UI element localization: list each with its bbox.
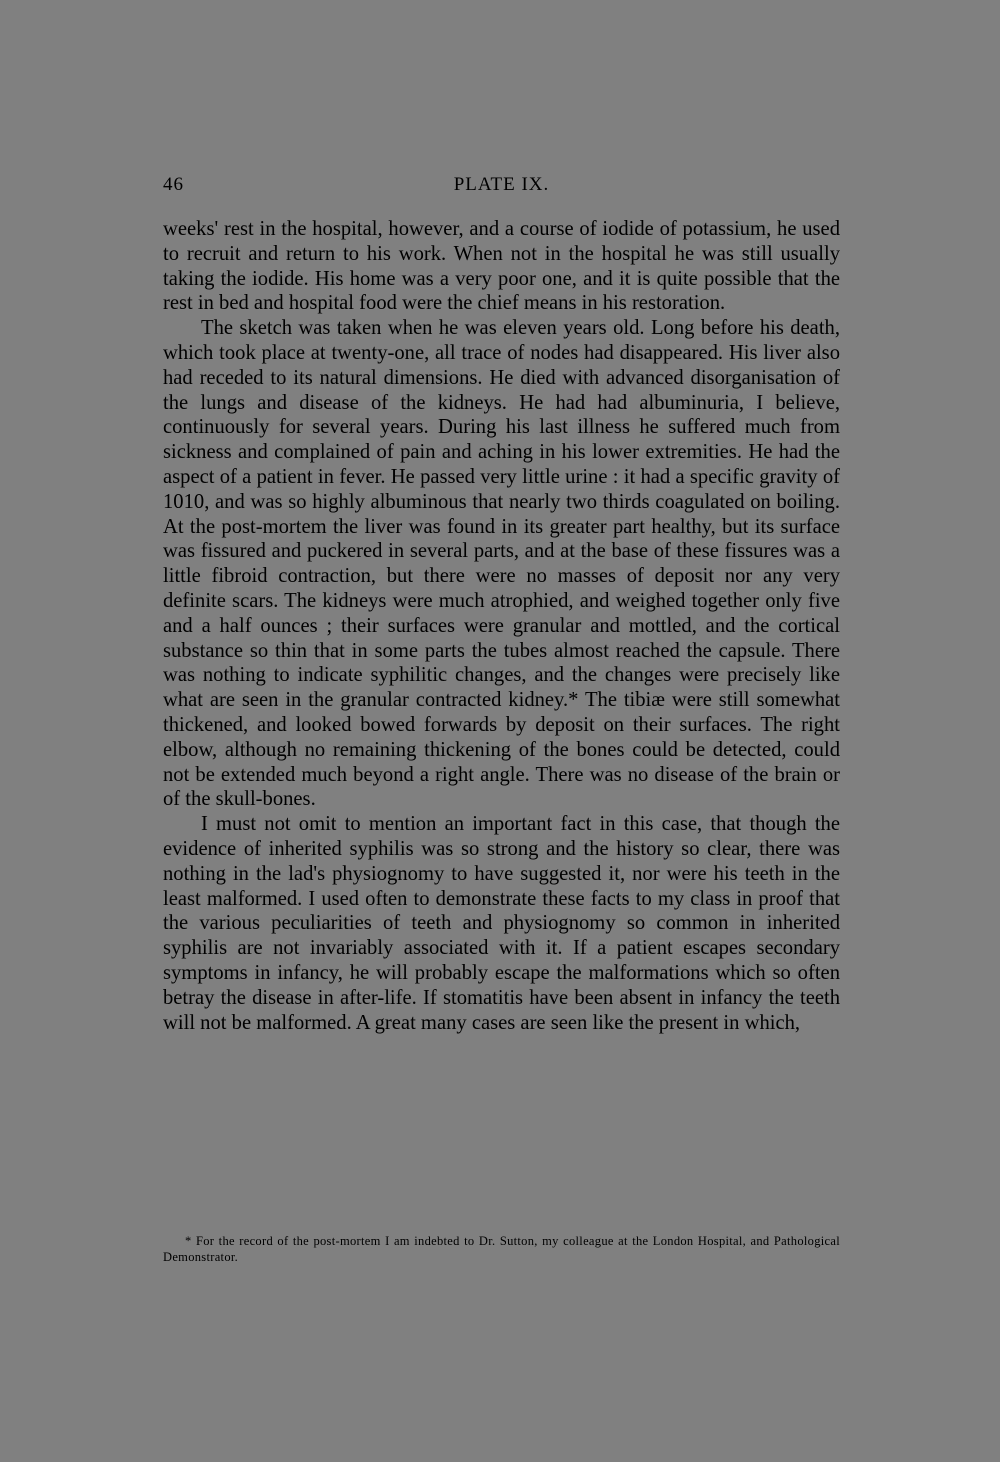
paragraph-case-history: The sketch was taken when he was eleven years old. Long before his death, which took place at twenty-one, all trace of nodes had disappeared. His liver also had receded to its natural dimensions. He died with advanced disorganisation of the lungs and disease of the kidneys. He had had albuminuria, I believe, continuously for several years. During his last illness he suffered much from sickness and complained of pain and aching in his lower extremities. He had the aspect of a patient in fever. He passed very little urine : it had a specific gravity of 1010, and was so highly albuminous that nearly two thirds coagulated on boiling. At the post-mortem the liver was found in its greater part healthy, but its surface was fissured and puckered in several parts, and at the base of these fissures was a little fibroid contraction, but there were no masses of deposit nor any very definite scars. The kidneys were much atrophied, and weighed together only five and a half ounces ; their surfaces were granular and mottled, and the cortical substance so thin that in some parts the tubes almost reached the capsule. There was nothing to indicate syphilitic changes, and the changes were precisely like what are seen in the granular contracted kidney.* The tibiæ were still somewhat thickened, and looked bowed forwards by deposit on their surfaces. The right elbow, although no remaining thickening of the bones could be detected, could not be extended much beyond a right angle. There was no disease of the brain or of the skull-bones. <box>163 317 840 811</box>
page-header <box>163 174 840 202</box>
paragraph-physiognomy: I must not omit to mention an important fact in this case, that though the evidence of inherited syphilis was so strong and the history so clear, there was nothing in the lad's physiognomy to have suggested it, nor were his teeth in the least malformed. I used often to demonstrate these facts to my class in proof that the various peculiarities of teeth and physiognomy so common in inherited syphilis are not invariably associated with it. If a patient escapes secondary symptoms in infancy, he will probably escape the malformations which so often betray the disease in after-life. If stomatitis have been absent in infancy the teeth will not be malformed. A great many cases are seen like the present in which, <box>163 813 840 1034</box>
page-number: 46 <box>163 174 184 195</box>
paragraph-continuation: weeks' rest in the hospital, however, and a course of iodide of potassium, he used to recruit and return to his work. When not in the hospital he was still usually taking the iodide. His home was a very poor one, and it is quite possible that the rest in bed and hospital food were the chief means in his restoration. <box>163 218 840 315</box>
running-title: PLATE IX. <box>453 174 550 195</box>
body-text <box>163 217 840 1035</box>
footnote: * For the record of the post-mortem I am indebted to Dr. Sutton, my colleague at the London Hospital, and Pathological Demonstrator. <box>163 1234 840 1264</box>
